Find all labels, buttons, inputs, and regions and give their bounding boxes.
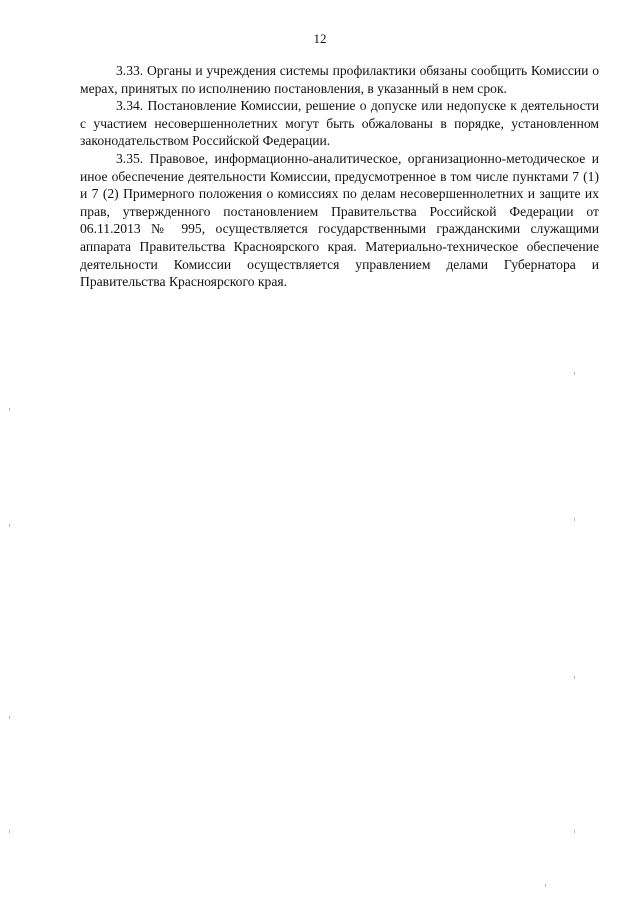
scan-artifact: [9, 716, 10, 719]
scan-artifact: [574, 676, 575, 679]
paragraph-3-33: [80, 62, 599, 97]
paragraph-3-35: [80, 150, 599, 291]
scan-artifact: [574, 372, 575, 375]
paragraph-text: Правовое, информационно-аналитическое, организационно-методическое и иное обеспечение деятельности Комиссии, предусмотренное в том числе пунктами 7 (1) и 7 (2) Примерного положения о комиссиях по делам несовершеннолетних и защите их прав, утвержденного постановлением Правительства Российской Федерации от 06.11.2013 № 995, осуществляется государственными гражданскими служащими аппарата Правительства Красноярского края. Материально-техническое обеспечение деятельности Комиссии осуществляется управлением делами Губернатора и Правительства Красноярского края.: [80, 150, 599, 290]
scan-artifact: [545, 884, 546, 887]
paragraph-number: 3.34.: [116, 98, 144, 114]
scan-artifact: [9, 408, 10, 411]
scan-artifact: [574, 518, 575, 521]
paragraph-3-34: [80, 97, 599, 150]
paragraph-text: Постановление Комиссии, решение о допуске или недопуске к деятельности с участием несовершеннолетних могут быть обжалованы в порядке, установленном законодательством Российской Федерации.: [80, 98, 599, 149]
page-number: 12: [313, 31, 327, 46]
paragraph-number: 3.33.: [116, 63, 144, 78]
document-body: [80, 62, 599, 291]
paragraph-text: Органы и учреждения системы профилактики обязаны сообщить Комиссии о мерах, принятых по исполнению постановления, в указанный в нем срок.: [80, 63, 599, 96]
scan-artifact: [9, 830, 10, 833]
scan-artifact: [574, 830, 575, 833]
paragraph-number: 3.35.: [116, 150, 144, 166]
scan-artifact: [9, 524, 10, 527]
